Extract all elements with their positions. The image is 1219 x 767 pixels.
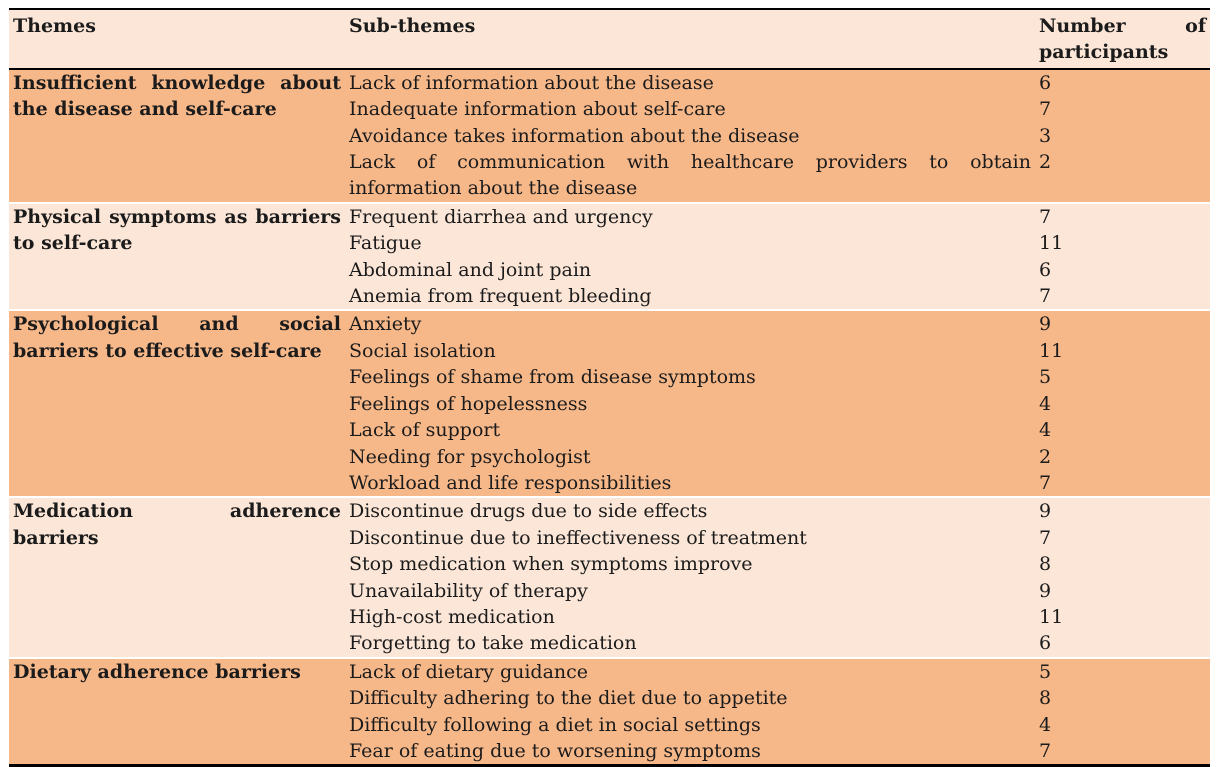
col-header-themes: Themes [9,10,345,70]
subtheme-cell: Workload and life responsibilities [345,470,1035,496]
table-row [9,657,1210,685]
section-dietary-adherence [9,657,1210,765]
header-row [9,10,1210,70]
section-insufficient-knowledge [9,70,1210,202]
section-physical-symptoms [9,202,1210,310]
col-header-participants: Number of participants [1035,10,1210,70]
participants-cell: 4 [1035,417,1210,443]
subtheme-cell: Stop medication when symptoms improve [345,551,1035,577]
subtheme-cell: Fatigue [345,230,1035,256]
subtheme-cell: Difficulty adhering to the diet due to appetite [345,685,1035,711]
participants-cell: 4 [1035,712,1210,738]
subtheme-cell: Lack of dietary guidance [345,657,1035,685]
subtheme-cell: Feelings of shame from disease symptoms [345,364,1035,390]
theme-cell: Dietary adherence barriers [9,657,345,765]
table-row [9,496,1210,524]
subtheme-cell: Lack of information about the disease [345,70,1035,96]
subtheme-cell: Avoidance takes information about the disease [345,123,1035,149]
subtheme-cell: Inadequate information about self-care [345,96,1035,122]
subtheme-cell: Fear of eating due to worsening symptoms [345,738,1035,764]
table-row [9,202,1210,230]
participants-cell: 2 [1035,149,1210,202]
subtheme-cell: Anxiety [345,309,1035,337]
participants-cell: 7 [1035,96,1210,122]
subtheme-cell: Discontinue drugs due to side effects [345,496,1035,524]
participants-cell: 7 [1035,525,1210,551]
theme-cell: Physical symptoms as barriers to self-care [9,202,345,310]
participants-cell: 9 [1035,578,1210,604]
subtheme-cell: Abdominal and joint pain [345,257,1035,283]
theme-cell: Psychological and social barriers to effective self-care [9,309,345,496]
participants-cell: 9 [1035,309,1210,337]
participants-cell: 11 [1035,338,1210,364]
col-header-subthemes: Sub-themes [345,10,1035,70]
participants-cell: 2 [1035,444,1210,470]
participants-cell: 8 [1035,685,1210,711]
participants-cell: 7 [1035,283,1210,309]
subtheme-cell: Lack of support [345,417,1035,443]
participants-cell: 6 [1035,257,1210,283]
subtheme-cell: Discontinue due to ineffectiveness of treatment [345,525,1035,551]
subtheme-cell: Unavailability of therapy [345,578,1035,604]
table-row [9,70,1210,96]
subtheme-cell: High-cost medication [345,604,1035,630]
theme-cell: Medication adherence barriers [9,496,345,656]
subtheme-cell: Lack of communication with healthcare providers to obtain information about the disease [345,149,1035,202]
subtheme-cell: Social isolation [345,338,1035,364]
subtheme-cell: Frequent diarrhea and urgency [345,202,1035,230]
participants-cell: 5 [1035,657,1210,685]
participants-cell: 3 [1035,123,1210,149]
participants-cell: 7 [1035,470,1210,496]
participants-cell: 6 [1035,630,1210,656]
subtheme-cell: Forgetting to take medication [345,630,1035,656]
participants-cell: 5 [1035,364,1210,390]
subtheme-cell: Feelings of hopelessness [345,391,1035,417]
participants-cell: 7 [1035,738,1210,764]
table-row [9,309,1210,337]
participants-cell: 6 [1035,70,1210,96]
subtheme-cell: Difficulty following a diet in social settings [345,712,1035,738]
section-psychological-social [9,309,1210,496]
subtheme-cell: Needing for psychologist [345,444,1035,470]
participants-cell: 4 [1035,391,1210,417]
participants-cell: 7 [1035,202,1210,230]
participants-cell: 9 [1035,496,1210,524]
participants-cell: 8 [1035,551,1210,577]
theme-cell: Insufficient knowledge about the disease and self-care [9,70,345,202]
participants-cell: 11 [1035,230,1210,256]
participants-cell: 11 [1035,604,1210,630]
subtheme-cell: Anemia from frequent bleeding [345,283,1035,309]
themes-table [9,8,1210,767]
section-medication-adherence [9,496,1210,656]
